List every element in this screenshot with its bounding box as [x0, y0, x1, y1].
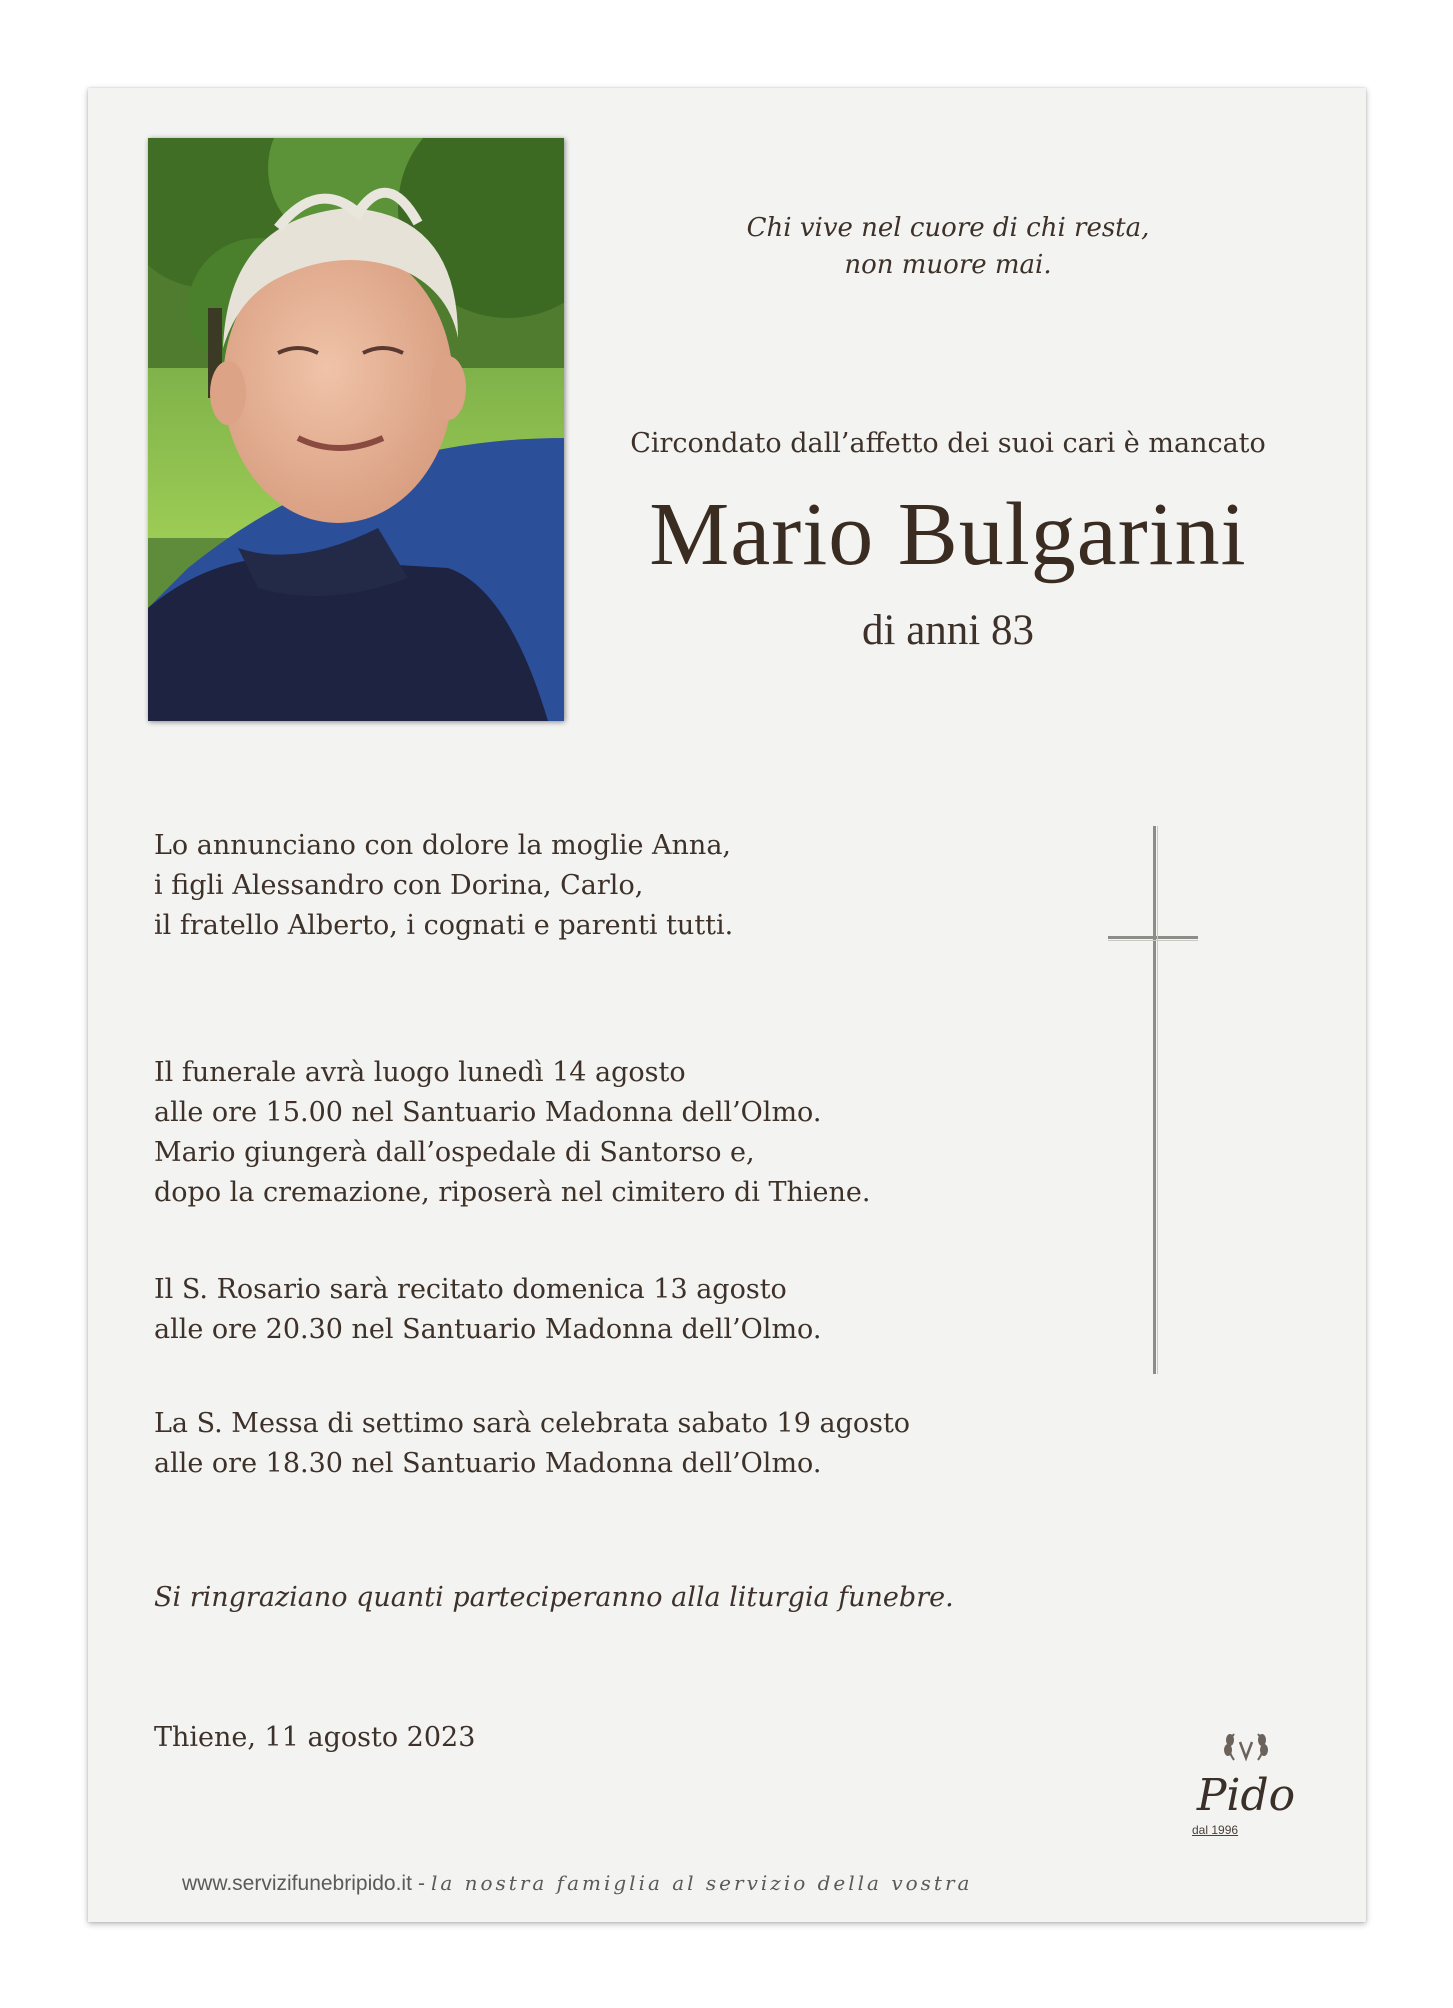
place-date: Thiene, 11 agosto 2023: [154, 1722, 476, 1753]
paragraph-line: alle ore 20.30 nel Santuario Madonna dell’Olmo.: [154, 1314, 822, 1345]
mass-paragraph: [154, 1404, 910, 1484]
paragraph-line: dopo la cremazione, riposerà nel cimitero di Thiene.: [154, 1177, 871, 1208]
footer-tagline: la nostra famiglia al servizio della vostra: [430, 1871, 973, 1895]
paragraph-line: Il funerale avrà luogo lunedì 14 agosto: [154, 1057, 686, 1088]
laurel-wreath-icon: [1225, 1734, 1267, 1760]
paragraph-line: Mario giungerà dall’ospedale di Santorso e,: [154, 1137, 755, 1168]
website-link[interactable]: www.servizifunebripido.it: [182, 1872, 412, 1895]
rosary-paragraph: [154, 1270, 821, 1350]
footer-separator: -: [417, 1872, 425, 1895]
portrait-photo: [148, 138, 564, 721]
paragraph-line: alle ore 18.30 nel Santuario Madonna dell’Olmo.: [154, 1448, 822, 1479]
announcement-paragraph: [154, 826, 733, 946]
quote-line: non muore mai.: [844, 250, 1052, 280]
intro-text: Circondato dall’affetto dei suoi cari è mancato: [630, 428, 1266, 459]
quote-line: Chi vive nel cuore di chi resta,: [746, 213, 1150, 243]
logo-wordmark: Pido: [1196, 1770, 1296, 1821]
deceased-name: Mario Bulgarini: [649, 485, 1247, 584]
paragraph-line: Lo annunciano con dolore la moglie Anna,: [154, 830, 731, 861]
paragraph-line: alle ore 15.00 nel Santuario Madonna dell’Olmo.: [154, 1097, 822, 1128]
footer: [182, 1871, 972, 1896]
logo-subtitle: dal 1996: [1192, 1823, 1239, 1837]
pido-logo: [1186, 1728, 1306, 1838]
paragraph-line: il fratello Alberto, i cognati e parenti tutti.: [154, 910, 734, 941]
memorial-quote: [698, 210, 1198, 284]
paragraph-line: i figli Alessandro con Dorina, Carlo,: [154, 870, 644, 901]
deceased-age: di anni 83: [862, 607, 1034, 654]
thanks-text: Si ringraziano quanti parteciperanno alla liturgia funebre.: [154, 1582, 954, 1613]
paragraph-line: La S. Messa di settimo sarà celebrata sabato 19 agosto: [154, 1408, 911, 1439]
cross-icon: [1108, 826, 1198, 1374]
paragraph-line: Il S. Rosario sarà recitato domenica 13 agosto: [154, 1274, 787, 1305]
obituary-card: [88, 88, 1366, 1922]
funeral-paragraph: [154, 1053, 870, 1213]
